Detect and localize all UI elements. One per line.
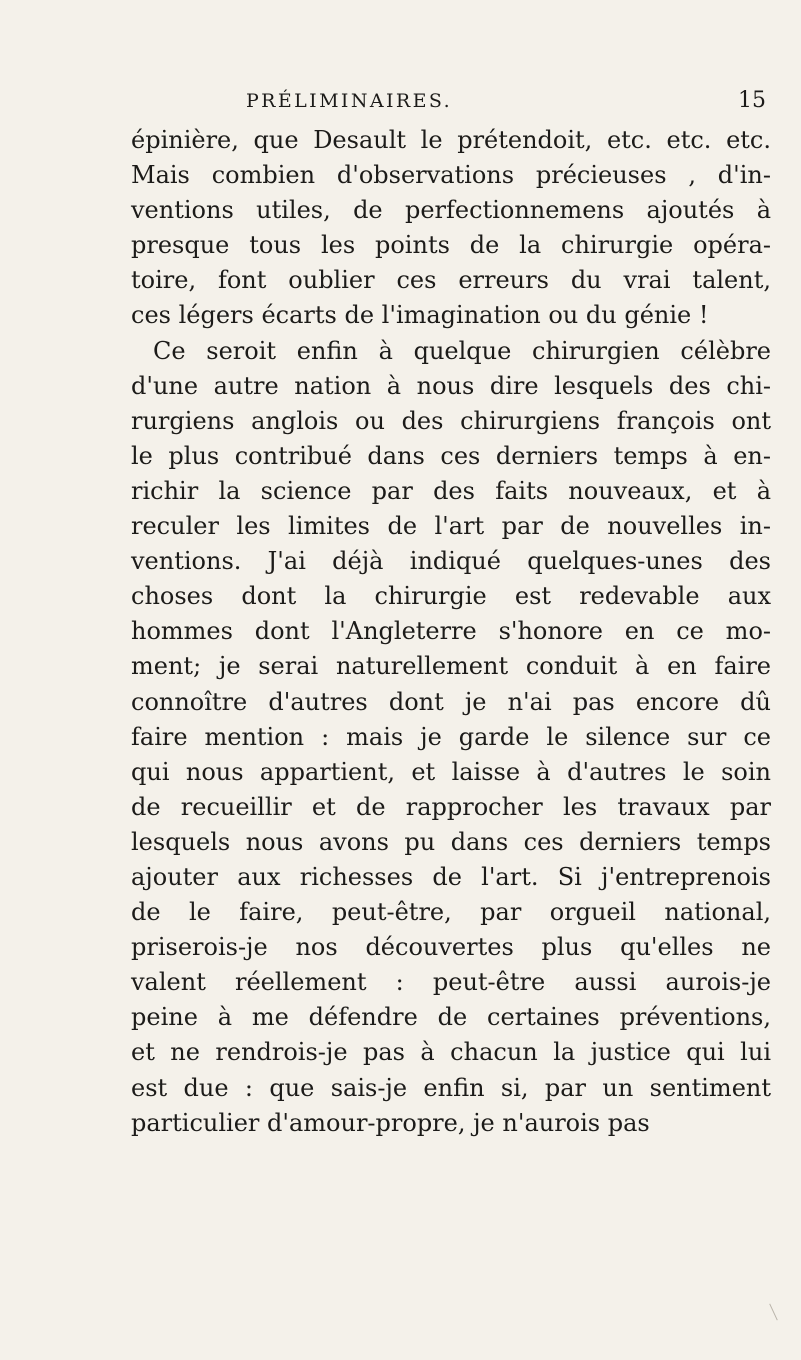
text-line: particulier d'amour-propre, je n'aurois pas bbox=[131, 1108, 650, 1137]
text-line: presque tous les points de la chirurgie opéra- bbox=[131, 231, 771, 260]
text-line: toire, font oublier ces erreurs du vrai talent, bbox=[131, 266, 771, 295]
text-line: faire mention : mais je garde le silence sur ce bbox=[131, 722, 771, 751]
text-line: hommes dont l'Angleterre s'honore en ce mo- bbox=[131, 617, 771, 646]
text-line: ventions. J'ai déjà indiqué quelques-unes des bbox=[131, 547, 771, 576]
text-line: priserois-je nos découvertes plus qu'elles ne bbox=[131, 933, 771, 962]
body-text bbox=[131, 123, 771, 1141]
text-line: rurgiens anglois ou des chirurgiens françois ont bbox=[131, 406, 771, 435]
text-line: d'une autre nation à nous dire lesquels des chi- bbox=[131, 371, 771, 400]
text-line: qui nous appartient, et laisse à d'autres le soin bbox=[131, 757, 771, 786]
page-number: 15 bbox=[738, 88, 766, 113]
text-line: choses dont la chirurgie est redevable aux bbox=[131, 582, 771, 611]
text-line: valent réellement : peut-être aussi aurois-je bbox=[131, 968, 771, 997]
text-line: et ne rendrois-je pas à chacun la justice qui lui bbox=[131, 1038, 771, 1067]
text-line: reculer les limites de l'art par de nouvelles in- bbox=[131, 512, 771, 541]
text-line: de le faire, peut-être, par orgueil national, bbox=[131, 898, 771, 927]
text-line: connoître d'autres dont je n'ai pas encore dû bbox=[131, 687, 771, 716]
text-line: Ce seroit enfin à quelque chirurgien célèbre bbox=[153, 336, 771, 365]
text-line: ajouter aux richesses de l'art. Si j'entreprenois bbox=[131, 862, 771, 891]
text-line: ment; je serai naturellement conduit à en faire bbox=[131, 652, 771, 681]
text-line: de recueillir et de rapprocher les travaux par bbox=[131, 792, 771, 821]
text-line: est due : que sais-je enfin si, par un sentiment bbox=[131, 1073, 771, 1102]
text-line: le plus contribué dans ces derniers temps à en- bbox=[131, 441, 771, 470]
text-line: ces légers écarts de l'imagination ou du génie ! bbox=[131, 301, 709, 330]
text-line: Mais combien d'observations précieuses , d'in- bbox=[131, 161, 771, 190]
text-line: peine à me défendre de certaines préventions, bbox=[131, 1003, 771, 1032]
text-line: richir la science par des faits nouveaux, et à bbox=[131, 476, 771, 505]
paper-speck bbox=[769, 1304, 778, 1321]
text-line: épinière, que Desault le prétendoit, etc. etc. etc. bbox=[131, 126, 771, 154]
text-line: lesquels nous avons pu dans ces derniers temps bbox=[131, 827, 771, 856]
text-line: ventions utiles, de perfectionnemens ajoutés à bbox=[131, 196, 771, 225]
running-head: PRÉLIMINAIRES. bbox=[246, 90, 453, 112]
